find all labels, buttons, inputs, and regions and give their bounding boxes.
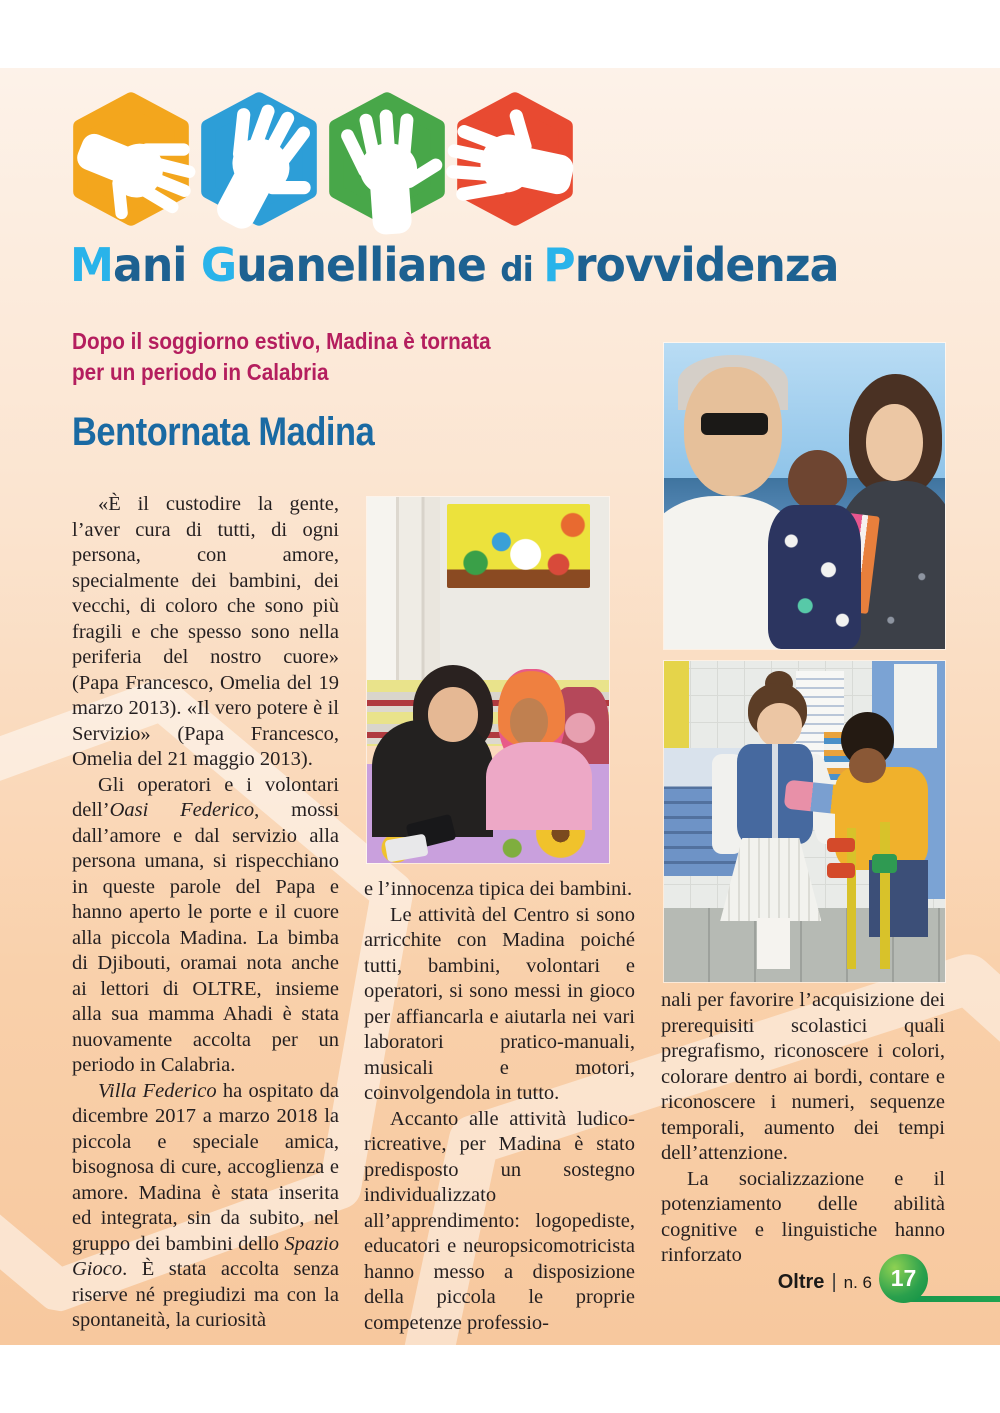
footer-separator: |: [831, 1271, 837, 1293]
article-headline: Bentornata Madina: [72, 410, 375, 454]
photo-beach-family: [664, 343, 945, 649]
paragraph: [72, 492, 339, 773]
girl-legs: [757, 918, 791, 969]
paragraph: [364, 903, 635, 1107]
body-text-italic: Villa Federico: [98, 1079, 217, 1102]
hexagon-blue: [200, 84, 318, 234]
logo-title-text: rovvidenza: [574, 238, 839, 292]
woman-face: [428, 687, 479, 742]
logo-title: [70, 238, 838, 292]
page-content-area: [0, 68, 1000, 1345]
logo-title-text: uanelliane: [236, 238, 501, 292]
body-text: , mossi dall’amore e dal servizio alla persona umana, si rispecchiano in queste parole del Papa e hanno aperto le porte e il cuore alla piccola Madina. La bimba di Djibouti, oramai nota anche ai lettori di OLTRE, insieme alla sua mamma Ahadi è stata nuovamente accolta per un periodo in Calabria.: [72, 799, 339, 1076]
body-text: . È stata accolta senza riserve né pregiudizi ma con la spontaneità, la curiosità: [72, 1258, 339, 1331]
walker-joint: [872, 854, 897, 873]
paragraph: [661, 988, 945, 1167]
paragraph: [364, 877, 635, 903]
walker-handle: [827, 838, 855, 852]
body-text-italic: Oasi Federico: [109, 799, 255, 821]
issue-number: n. 6: [843, 1273, 872, 1292]
child-face: [510, 698, 549, 746]
photo-classroom: [367, 497, 609, 863]
body-text: nali per favorire l’acquisizione dei prerequisiti scolastici quali pregrafismo, riconoscere i colori, colorare dentro ai bordi, contare e riconoscere i numeri, sequenze temporali, aumento dei tempi dell’attenzione.: [661, 989, 945, 1164]
wall-chart: [894, 664, 936, 747]
sunglasses: [701, 413, 768, 434]
article-column-2: [364, 877, 635, 1336]
body-text: Gli operatori e i volontari dell’: [72, 773, 339, 821]
body-text: ha ospitato da dicembre 2017 a marzo 2018 la piccola e speciale amica, bisognosa di cure, accoglienza e amore. Madina è stata inserita ed integrata, sin da subito, nel gruppo dei bambini dello: [72, 1079, 339, 1255]
photo-hospital-children: [664, 661, 945, 982]
woman-face: [866, 404, 922, 481]
article-kicker: [72, 326, 491, 388]
body-text: La socializzazione e il potenziamento delle abilità cognitive e linguistiche hanno rinforzato: [661, 1167, 945, 1266]
hexagon-red: [456, 84, 574, 234]
logo-hexagons: [72, 84, 592, 254]
paragraph: [364, 1107, 635, 1337]
body-text: «È il custodire la gente, l’aver cura di tutti, di ogni persona, con amore, specialmente dei bambini, dei vecchi, di coloro che sono più fragili e che spesso sono nella periferia del nostro cuore» (Papa Francesco, Omelia del 19 marzo 2013). «Il vero potere è il Servizio» (Papa Francesco, Omelia del 21 maggio 2013).: [72, 493, 339, 770]
logo-title-initial: G: [200, 238, 237, 292]
child-dress: [768, 505, 861, 649]
magazine-name: Oltre: [777, 1271, 825, 1293]
paragraph: [72, 1079, 339, 1334]
body-text: Le attività del Centro si sono arricchite con Madina poiché tutti, bambini, volontari e operatori, si sono messi in gioco per affiancarla e aiutarla nei vari laboratori pratico-manuali, musicali e motori, coinvolgendola in tutto.: [364, 903, 635, 1104]
body-text: e l’innocenza tipica dei bambini.: [364, 878, 633, 900]
logo-title-text: di: [500, 250, 544, 290]
child-head: [788, 450, 847, 511]
kicker-line: Dopo il soggiorno estivo, Madina è tornata: [72, 328, 491, 354]
logo-title-initial: P: [543, 238, 575, 292]
logo-title-text: ani: [112, 238, 201, 292]
girl-face: [757, 703, 802, 748]
logo-title-initial: M: [70, 238, 113, 292]
walker-handle: [827, 863, 855, 877]
child-pink-jacket: [486, 742, 592, 830]
body-text: Accanto alle attività ludico-ricreative, per Madina è stato predisposto un sostegno individualizzato all’apprendimento: logopediste, educatori e neuropsicomotricista hanno messo a disposizione della piccola le proprie competenze professio-: [364, 1107, 635, 1334]
body-text-italic: Spazio Gioco: [72, 1232, 339, 1280]
walker-frame: [880, 822, 890, 970]
page-number-badge: 17: [879, 1254, 928, 1303]
paragraph: [72, 773, 339, 1079]
footer-credit: [778, 1271, 872, 1294]
article-column-3: [661, 988, 945, 1269]
snow-white-mural: [447, 504, 590, 588]
article-column-1: [72, 492, 339, 1334]
child-face: [849, 748, 886, 783]
kicker-line: per un periodo in Calabria: [72, 359, 329, 385]
